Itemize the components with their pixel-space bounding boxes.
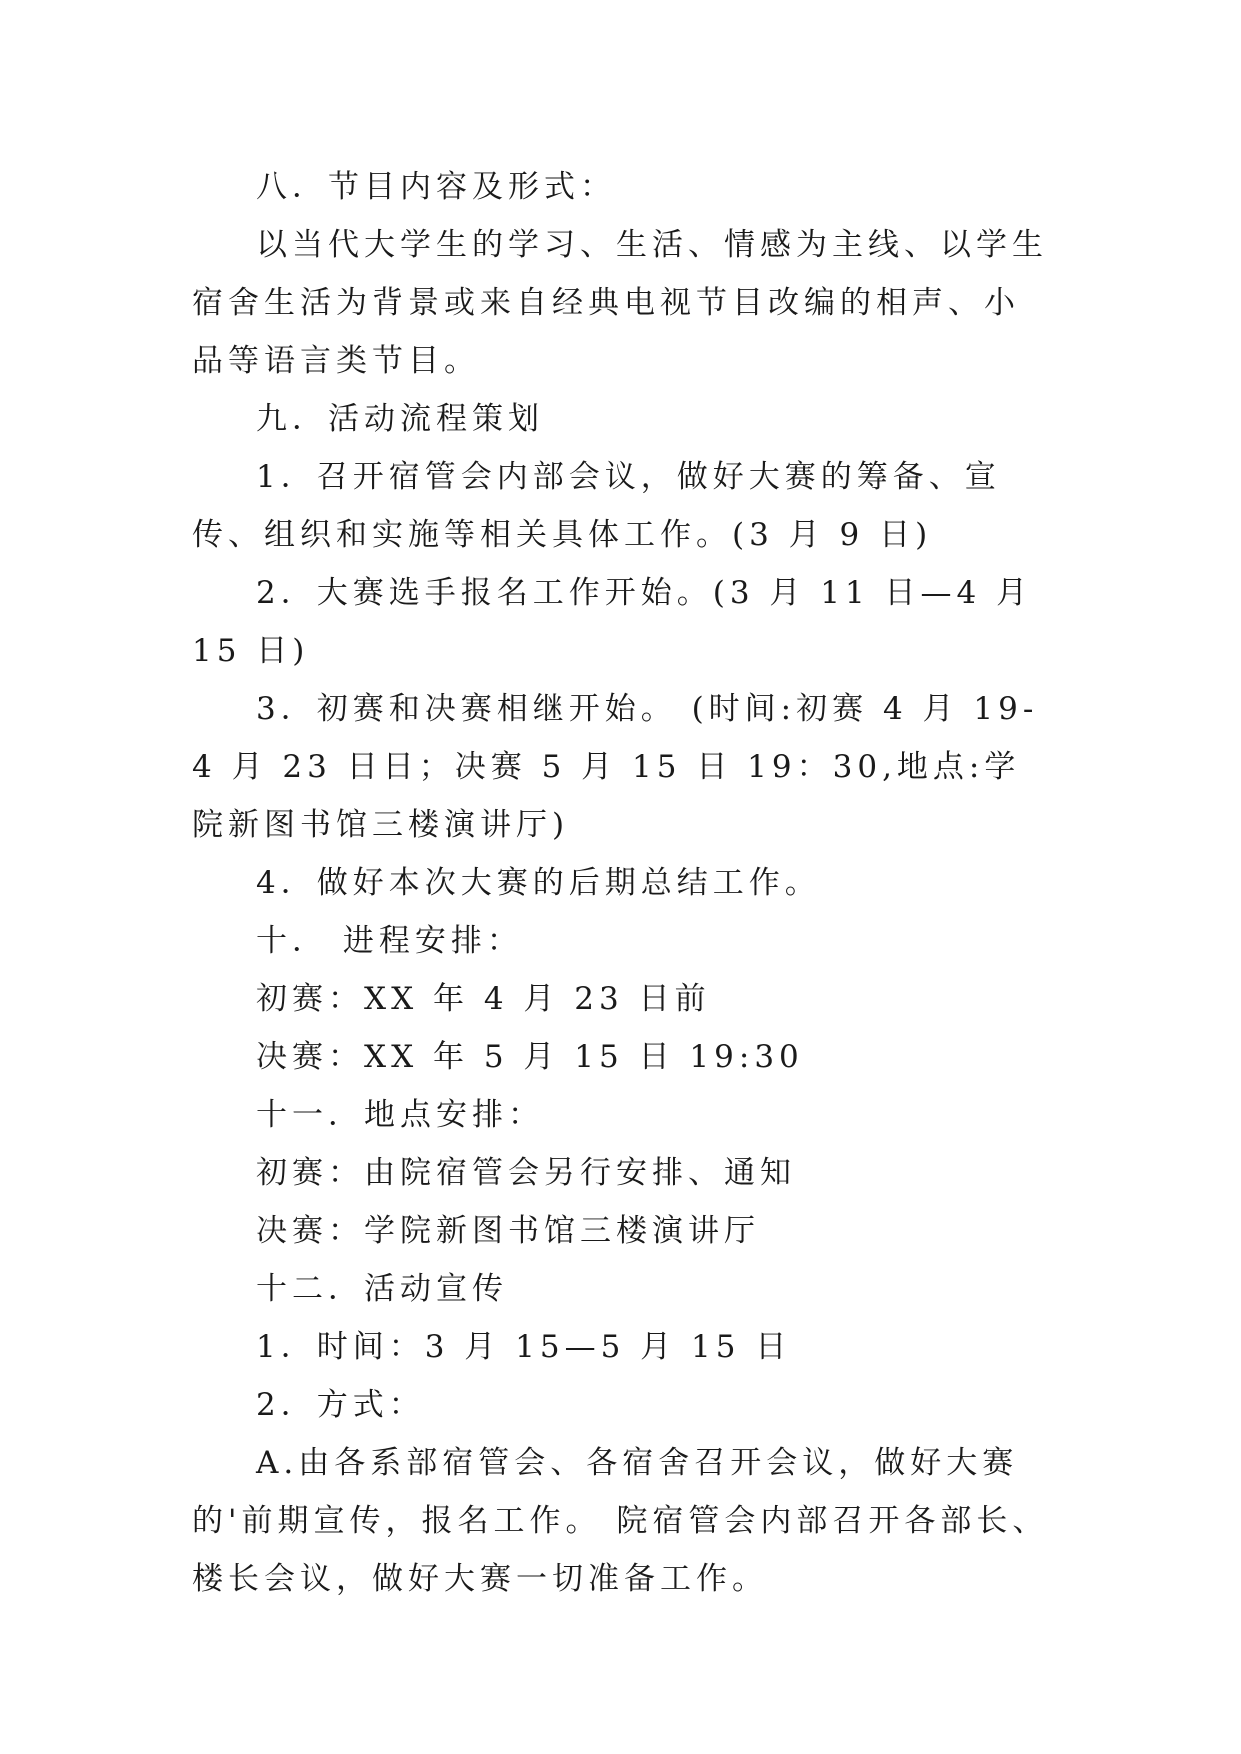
section-heading-publicity: 十二．活动宣传 bbox=[256, 1271, 508, 1307]
publicity-method-a: A.由各系部宿管会、各宿舍召开会议，做好大赛的'前期宣传，报名工作。 院宿管会内部召开各部长、楼长会议，做好大赛一切准备工作。 bbox=[192, 1445, 1049, 1597]
document-body bbox=[192, 158, 1052, 1608]
section-heading-schedule: 十． 进程安排： bbox=[256, 923, 523, 959]
list-item-flow-1: 1．召开宿管会内部会议，做好大赛的筹备、宣传、组织和实施等相关具体工作。(3 月 9 日) bbox=[192, 459, 1001, 553]
section-heading-program-content: 八．节目内容及形式： bbox=[256, 169, 616, 205]
paragraph-program-content: 以当代大学生的学习、生活、情感为主线、以学生宿舍生活为背景或来自经典电视节目改编的相声、小品等语言类节目。 bbox=[192, 227, 1048, 379]
schedule-final: 决赛：XX 年 5 月 15 日 19:30 bbox=[256, 1039, 804, 1075]
list-item-flow-4: 4．做好本次大赛的后期总结工作。 bbox=[256, 865, 821, 901]
publicity-method: 2．方式： bbox=[256, 1387, 425, 1423]
venue-final: 决赛：学院新图书馆三楼演讲厅 bbox=[256, 1213, 760, 1249]
venue-preliminary: 初赛：由院宿管会另行安排、通知 bbox=[256, 1155, 796, 1191]
section-heading-activity-flow: 九．活动流程策划 bbox=[256, 401, 544, 437]
schedule-preliminary: 初赛：XX 年 4 月 23 日前 bbox=[256, 981, 711, 1017]
section-heading-venue: 十一．地点安排： bbox=[256, 1097, 544, 1133]
publicity-time: 1．时间：3 月 15—5 月 15 日 bbox=[256, 1329, 792, 1365]
list-item-flow-2: 2．大赛选手报名工作开始。(3 月 11 日—4 月 15 日) bbox=[192, 575, 1033, 669]
list-item-flow-3: 3．初赛和决赛相继开始。 (时间:初赛 4 月 19-4 月 23 日日；决赛 5 月 15 日 19：30,地点:学院新图书馆三楼演讲厅) bbox=[192, 691, 1039, 843]
